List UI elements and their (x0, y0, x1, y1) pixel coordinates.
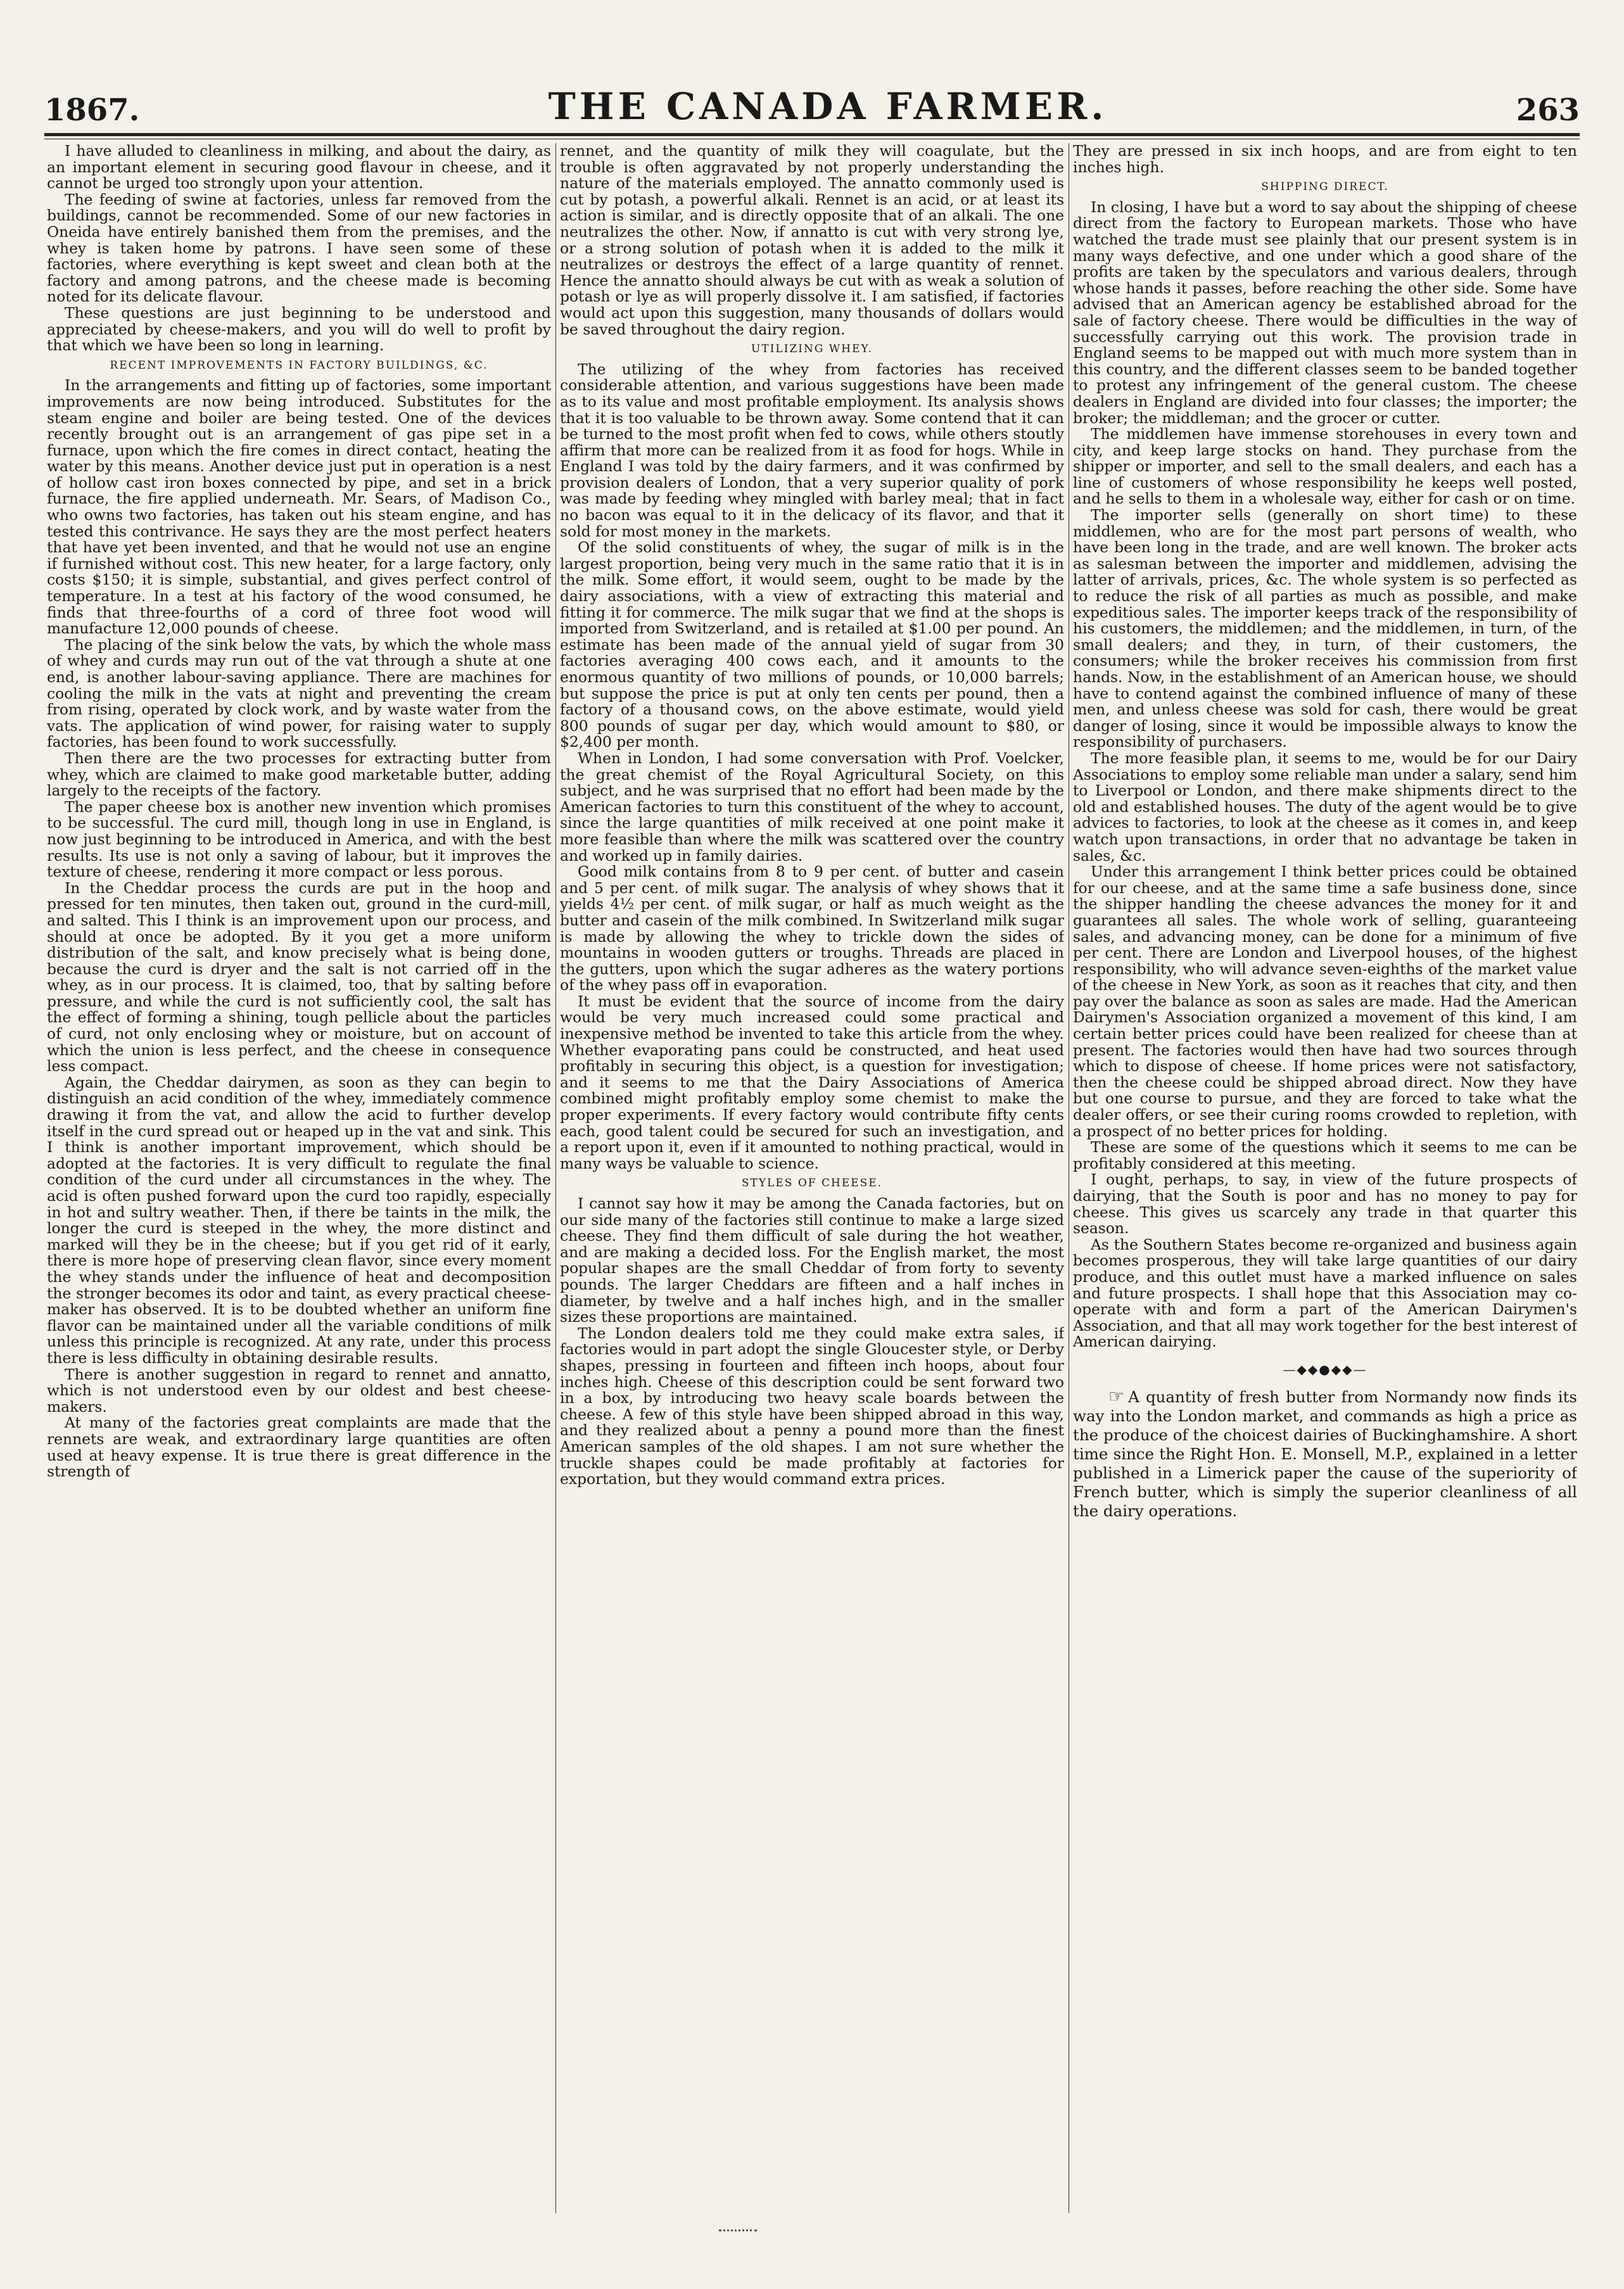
section-heading: UTILIZING WHEY. (751, 343, 873, 356)
paragraph: In the arrangements and fitting up of factories, some important improvements are now being introduced. Substitutes for the steam engine and boiler are being tested. One of the devices recently brought out is an arrangement of gas pipe set in a furnace, upon which the fire comes in direct contact, heating the water by this means. Another device just put in operation is a nest of hollow cast iron boxes connected by pipe, and set in a brick furnace, the fire applied underneath. Mr. Sears, of Madison Co., who owns two factories, has taken out his steam engine, and has tested this contrivance. He says they are the most perfect heaters that have yet been invented, and that he would not use an engine if furnished without cost. This new heater, for a large factory, only costs $150; it is simple, substantial, and gives perfect control of temperature. In a test at his factory of the wood consumed, he finds that three-fourths of a cord of three foot wood will manufacture 12,000 pounds of cheese. (47, 376, 551, 638)
paragraph: The London dealers told me they could make extra sales, if factories would in part adopt the single Gloucester style, or Derby shapes, pressing in fourteen and fifteen inch hoops, about four inches high. Cheese of this description could be sent forward two in a box, by introducing two heavy scale boards between the cheese. A few of this style have been shipped abroad in this way, and they realized about a penny a pound more than the finest American samples of the old shapes. I am not sure whether the truckle shapes could be made profitably at factories for exportation, but they would command extra prices. (560, 1324, 1064, 1488)
section-heading: RECENT IMPROVEMENTS IN FACTORY BUILDINGS, &C. (110, 358, 488, 372)
masthead (44, 75, 1580, 128)
paragraph: The importer sells (generally on short time) to these middlemen, who are for the most part persons of wealth, who have been long in the trade, and are well known. The broker acts as salesman between the importer and middlemen, advising the latter of arrivals, prices, &c. The whole system is so perfected as to reduce the risk of all parties as much as possible, and make expeditious sales. The importer keeps track of the responsibility of his customers, the middlemen; and the middlemen, in turn, of the small dealers; and they, in turn, of their customers, the consumers; while the broker receives his commission from first hands. Now, in the establishment of an American house, we should have to contend against the combined influence of many of these men, and unless cheese was sold for cash, there would be great danger of losing, since it would be impossible always to know the responsibility of purchasers. (1073, 506, 1577, 751)
paragraph: These questions are just beginning to be understood and appreciated by cheese-makers, and you will do well to profit by that which we have been so long in learning. (47, 303, 551, 355)
paragraph: At many of the factories great complaints are made that the rennets are weak, and extraordinary large quantities are often used at heavy expense. It is true there is great difference in the strength of (47, 1414, 551, 1481)
paragraph: They are pressed in six inch hoops, and are from eight to ten inches high. (1073, 143, 1577, 176)
paragraph: The utilizing of the whey from factories has received considerable attention, and various suggestions have been made as to its value and most profitable employment. Its analysis shows that it is too valuable to be thrown away. Some contend that it can be turned to the most profit when fed to cows, while others stoutly affirm that more can be realized from it as food for hogs. While in England I was told by the dairy farmers, and it was confirmed by provision dealers of London, that a very superior quality of pork was made by feeding whey mingled with barley meal; that in fact no bacon was equal to it in the delicacy of its flavor, and that it sold for most money in the markets. (560, 360, 1064, 540)
paragraph: The feeding of swine at factories, unless far removed from the buildings, cannot be recommended. Some of our new factories in Oneida have entirely banished them from the premises, and the whey is taken home by patrons. I have seen some of these factories, where everything is kept sweet and clean both at the factory and among patrons, and the cheese made is becoming noted for its delicate flavour. (47, 190, 551, 306)
newspaper-title: THE CANADA FARMER. (548, 85, 1108, 128)
paragraph: rennet, and the quantity of milk they will coagulate, but the trouble is often aggravated by not properly understanding the nature of the materials employed. The annatto commonly used is cut by potash, a powerful alkali. Rennet is an acid, or at least its action is similar, and is directly opposite that of an alkali. The one neutralizes the other. Now, if annatto is cut with very strong lye, or a strong solution of potash when it is added to the milk it neutralizes or destroys the effect of a large quantity of rennet. Hence the annatto should always be cut with as weak a solution of potash or lye as will properly dissolve it. I am satisfied, if factories would act upon this suggestion, many thousands of dollars would be saved throughout the dairy region. (560, 143, 1064, 338)
pointing-hand-icon: ☞ (1108, 1385, 1125, 1407)
paragraph: The middlemen have immense storehouses in every town and city, and keep large stocks on hand. They purchase from the shipper or importer, and sell to the small dealers, and each has a line of customers of whose responsibility he keeps well posted, and he sells to them in a wholesale way, either for cash or on time. (1073, 425, 1577, 508)
paragraph: There is another suggestion in regard to rennet and annatto, which is not understood even by our oldest and best cheese-makers. (47, 1365, 551, 1416)
section-heading: SHIPPING DIRECT. (1261, 181, 1389, 194)
section-ornament: —◆◆●◆◆— (1283, 1361, 1367, 1377)
paragraph: It must be evident that the source of income from the dairy would be very much increased could some practical and inexpensive method be invented to take this article from the whey. Whether evaporating pans could be constructed, and heat used profitably in securing this object, is a question for investigation; and it seems to me that the Dairy Associations of America combined might profitably employ some chemist to make the proper experiments. If every factory would contribute fifty cents each, good talent could be secured for such an investigation, and a report upon it, even if it amounted to nothing practical, would in many ways be valuable to science. (560, 992, 1064, 1172)
paragraph: In the Cheddar process the curds are put in the hoop and pressed for ten minutes, then taken out, ground in the curd-mill, and salted. This I think is an improvement upon our process, and should at once be adopted. By it you get a more uniform distribution of the salt, and know precisely what is being done, because the curd is dryer and the salt is not carried off in the whey, as in our process. It is claimed, too, that by salting before pressure, and while the curd is not sufficiently cool, the salt has the effect of forming a shining, tough pellicle about the particles of curd, not only enclosing whey or moisture, but on account of which the union is less perfect, and the cheese in consequence less compact. (47, 878, 551, 1075)
paragraph: I ought, perhaps, to say, in view of the future prospects of dairying, that the South is poor and has no money to pay for cheese. This gives us scarcely any trade in that quarter this season. (1073, 1170, 1577, 1238)
paragraph: As the Southern States become re-organized and business again becomes prosperous, they will take large quantities of our dairy produce, and this outlet must have a marked influence on sales and future prospects. I shall hope that this Association may co-operate with and form a part of the American Dairymen's Association, and that all may work together for the best interest of American dairying. (1073, 1235, 1577, 1351)
note-text: A quantity of fresh butter from Normandy now finds its way into the London market, and commands as high a price as the produce of the choicest dairies of Buckinghamshire. A short time since the Right Hon. E. Monsell, M.P., explained in a letter published in a Limerick paper the cause of the superiority of French butter, which is simply the superior cleanliness of all the dairy operations. (1073, 1387, 1577, 1520)
column-2 (560, 143, 1064, 2213)
masthead-rule-thick (44, 133, 1580, 136)
paragraph: In closing, I have but a word to say about the shipping of cheese direct from the factory to European markets. Those who have watched the trade must see plainly that our present system is in many ways defective, and one under which a good share of the profits are taken by the speculators and various dealers, through whose hands it passes, before reaching the other side. Some have advised that an American agency be established abroad for the sale of factory cheese. There would be difficulties in the way of successfully carrying out this work. The provision trade in England seems to be mapped out with much more system than in this country, and the different classes seem to be banded together to protest any infringement of the general custom. The cheese dealers in England are divided into four classes; the importer; the broker; the middleman; and the grocer or cutter. (1073, 198, 1577, 427)
column-divider (555, 143, 556, 2213)
paragraph: These are some of the questions which it seems to me can be profitably considered at this meeting. (1073, 1138, 1577, 1172)
page-footer-mark (719, 2229, 757, 2231)
paragraph: When in London, I had some conversation with Prof. Voelcker, the great chemist of the Royal Agricultural Society, on this subject, and he was surprised that no effort had been made by the American factories to turn this constituent of the whey to account, since the large quantities of milk received at one point make it more feasible than where the milk was scattered over the country and worked up in family dairies. (560, 749, 1064, 865)
paragraph: Again, the Cheddar dairymen, as soon as they can begin to distinguish an acid condition of the whey, immediately commence drawing it from the vat, and allow the acid to further develop itself in the curd spread out or heaped up in the vat and sink. This I think is another important improvement, which should be adopted at the factories. It is very difficult to regulate the final condition of the curd under all circumstances in the whey. The acid is often pushed forward upon the curd too rapidly, especially in hot and sultry weather. Then, if there be taints in the milk, the longer the curd is steeped in the whey, the more distinct and marked will they be in the cheese; but if you get rid of it early, there is more hope of preserving clean flavor, since every moment the whey stands under the influence of heat and decomposition the stronger becomes its odor and taint, as every practical cheese-maker has observed. It is to be doubted whether an uniform fine flavor can be maintained under all the variable conditions of milk unless this principle is recognized. At any rate, under this process there is less difficulty in obtaining desirable results. (47, 1073, 551, 1367)
note-paragraph (1073, 1387, 1577, 1521)
paragraph: The placing of the sink below the vats, by which the whole mass of whey and curds may run out of the vat through a shute at one end, is another labour-saving appliance. There are machines for cooling the milk in the vats at night and preventing the cream from rising, operated by clock work, and by waste water from the vats. The application of wind power, for raising water to supply factories, has been found to work successfully. (47, 635, 551, 751)
paragraph: Of the solid constituents of whey, the sugar of milk is in the largest proportion, being very much in the same ratio that it is in the milk. Some effort, it would seem, ought to be made by the dairy associations, with a view of extracting this material and fitting it for commerce. The milk sugar that we find at the shops is imported from Switzerland, and is retailed at $1.00 per pound. An estimate has been made of the annual yield of sugar from 30 factories averaging 400 cows each, and it amounts to the enormous quantity of two millions of pounds, or 10,000 barrels; but suppose the price is put at only ten cents per pound, then a factory of a thousand cows, on the above estimate, would yield 800 pounds of sugar per day, which would amount to $80, or $2,400 per month. (560, 538, 1064, 751)
column-3 (1073, 143, 1577, 2213)
paragraph: Good milk contains from 8 to 9 per cent. of butter and casein and 5 per cent. of milk sugar. The analysis of whey shows that it yields 4½ per cent. of milk sugar, or half as much weight as the butter and casein of the milk combined. In Switzerland milk sugar is made by allowing the whey to trickle down the sides of mountains in wooden gutters or troughs. Threads are placed in the gutters, upon which the sugar adheres as the watery portions of the whey pass off in evaporation. (560, 863, 1064, 994)
paragraph: Under this arrangement I think better prices could be obtained for our cheese, and at the same time a safe business done, since the shipper handling the cheese advances the money for it and guarantees all sales. The whole work of selling, guaranteeing sales, and advancing money, can be done for a minimum of five per cent. There are London and Liverpool houses, of the highest responsibility, who will advance seven-eighths of the market value of the cheese in New York, as soon as it reaches that city, and then pay over the balance as soon as sales are made. Had the American Dairymen's Association organized a movement of this kind, I am certain better prices could have been realized for cheese than at present. The factories would then have had two sources through which to dispose of cheese. If home prices were not satisfactory, then the cheese could be shipped abroad direct. Now they have but one course to pursue, and they are forced to take what the dealer offers, or see their curing rooms crowded to repletion, with a prospect of no better prices for holding. (1073, 863, 1577, 1140)
section-heading: STYLES OF CHEESE. (741, 1177, 883, 1190)
page-number: 263 (1516, 92, 1580, 128)
butter-note (1073, 1387, 1577, 1521)
paragraph: I have alluded to cleanliness in milking, and about the dairy, as an important element in securing good flavour in cheese, and it cannot be urged too strongly upon your attention. (47, 143, 551, 193)
paragraph: Then there are the two processes for extracting butter from whey, which are claimed to make good marketable butter, adding largely to the receipts of the factory. (47, 749, 551, 800)
column-1 (47, 143, 551, 2213)
paragraph: The paper cheese box is another new invention which promises to be successful. The curd mill, though long in use in England, is now just beginning to be introduced in America, and with the best results. Its use is not only a saving of labour, but it improves the texture of cheese, rendering it more compact or less porous. (47, 797, 551, 881)
issue-year: 1867. (44, 92, 140, 128)
paragraph: The more feasible plan, it seems to me, would be for our Dairy Associations to employ some reliable man under a salary, send him to Liverpool or London, and there make shipments direct to the old and established houses. The duty of the agent would be to give advices to factories, to look at the cheese as it comes in, and keep watch upon transactions, in order that no advantage be taken in sales, &c. (1073, 749, 1577, 865)
paragraph: I cannot say how it may be among the Canada factories, but on our side many of the factories still continue to make a large sized cheese. They find them difficult of sale during the hot weather, and are making a decided loss. For the English market, the most popular shapes are the small Cheddar of from forty to seventy pounds. The larger Cheddars are fifteen and a half inches in diameter, by twelve and a half inches high, and in the smaller sizes these proportions are maintained. (560, 1195, 1064, 1326)
